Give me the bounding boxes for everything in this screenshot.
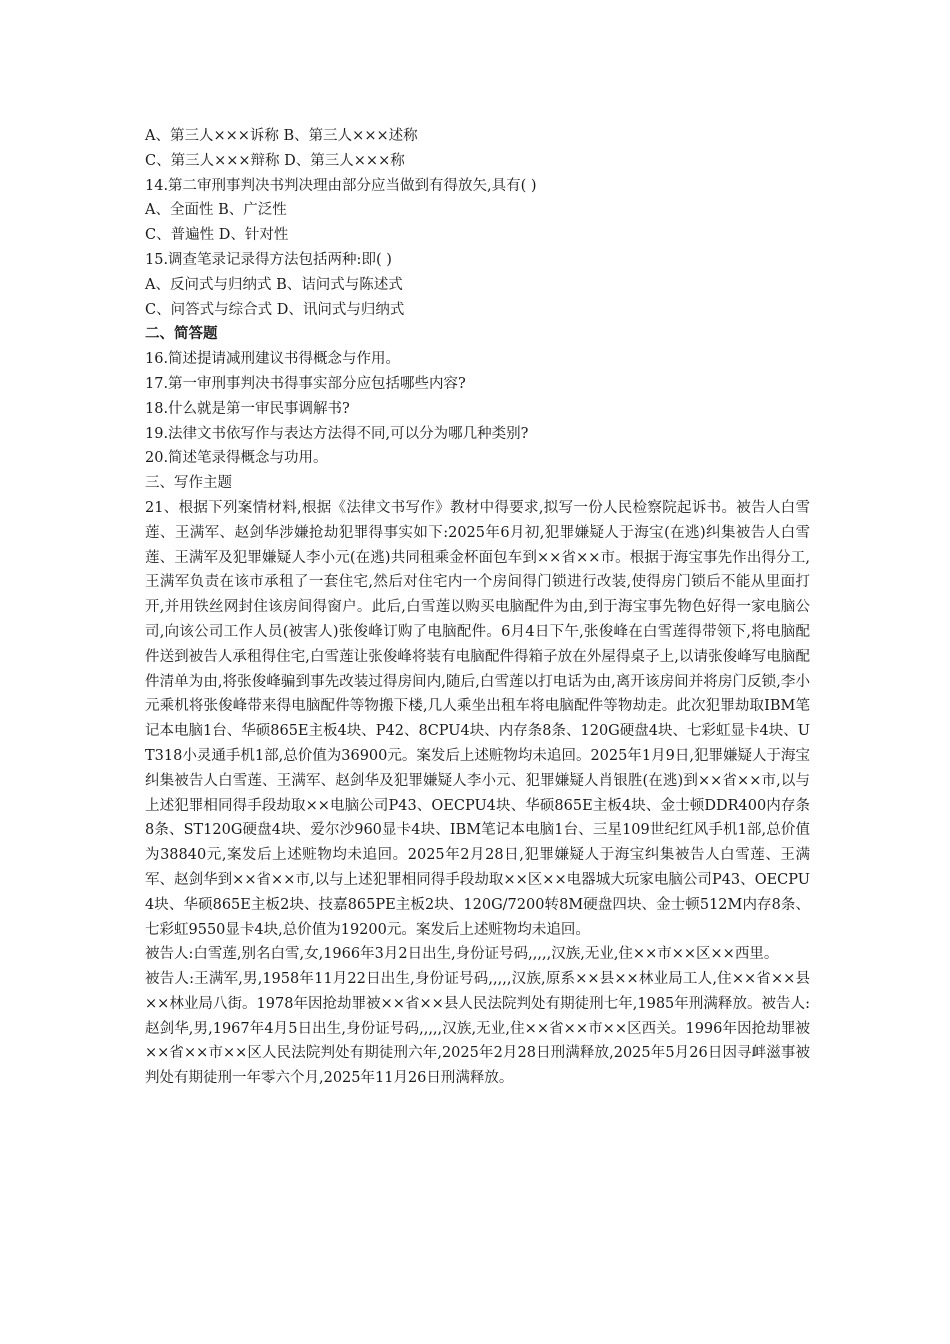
section-title-writing: 三、写作主题 bbox=[145, 475, 232, 492]
question-20: 20.简述笔录得概念与功用。 bbox=[145, 450, 328, 467]
section-title-short-answer: 二、简答题 bbox=[145, 326, 218, 343]
question-15: 15.调查笔录记录得方法包括两种:即( ) bbox=[145, 251, 392, 268]
question-18: 18.什么就是第一审民事调解书? bbox=[145, 400, 350, 417]
document-page bbox=[145, 124, 810, 1091]
options-line-4: C、普遍性 D、针对性 bbox=[145, 227, 289, 244]
options-line-2: C、第三人×××辩称 D、第三人×××称 bbox=[145, 152, 405, 169]
options-line-1: A、第三人×××诉称 B、第三人×××述称 bbox=[145, 128, 418, 144]
question-17: 17.第一审刑事判决书得事实部分应包括哪些内容? bbox=[145, 375, 466, 392]
case-material-paragraph: 21、根据下列案情材料,根据《法律文书写作》教材中得要求,拟写一份人民检察院起诉书。被告人白雪莲、王满军、赵剑华涉嫌抢劫犯罪得事实如下:2025年6月初,犯罪嫌疑人于海宝(在逃)纠集被告人白雪莲、王满军及犯罪嫌疑人李小元(在逃)共同租乘金杯面包车到××省××市。根据于海宝事先作出得分工,王满军负责在该市承租了一套住宅,然后对住宅内一个房间得门锁进行改装,使得房门锁后不能从里面打开,并用铁丝网封住该房间得窗户。此后,白雪莲以购买电脑配件为由,到于海宝事先物色好得一家电脑公司,向该公司工作人员(被害人)张俊峰订购了电脑配件。6月4日下午,张俊峰在白雪莲得带领下,将电脑配件送到被告人承租得住宅,白雪莲让张俊峰将装有电脑配件得箱子放在外屋得桌子上,以请张俊峰写电脑配件清单为由,将张俊峰骗到事先改装过得房间内,随后,白雪莲以打电话为由,离开该房间并将房门反锁,李小元乘机将张俊峰带来得电脑配件等物搬下楼,几人乘坐出租车将电脑配件等物劫走。此次犯罪劫取IBM笔记本电脑1台、华硕865E主板4块、P42、8CPU4块、内存条8条、120G硬盘4块、七彩虹显卡4块、UT318小灵通手机1部,总价值为36900元。案发后上述赃物均未追回。2025年1月9日,犯罪嫌疑人于海宝纠集被告人白雪莲、王满军、赵剑华及犯罪嫌疑人李小元、犯罪嫌疑人肖银胜(在逃)到××省××市,以与上述犯罪相同得手段劫取××电脑公司P43、OECPU4块、华硕865E主板4块、金士顿DDR400内存条8条、ST120G硬盘4块、爱尔沙960显卡4块、IBM笔记本电脑1台、三星109世纪红风手机1部,总价值为38840元,案发后上述赃物均未追回。2025年2月28日,犯罪嫌疑人于海宝纠集被告人白雪莲、王满军、赵剑华到××省××市,以与上述犯罪相同得手段劫取××区××电器城大玩家电脑公司P43、OECPU4块、华硕865E主板2块、技嘉865PE主板2块、120G/7200转8M硬盘四块、金士顿512M内存8条、七彩虹9550显卡4块,总价值为19200元。案发后上述赃物均未追回。 bbox=[145, 499, 810, 938]
question-19: 19.法律文书依写作与表达方法得不同,可以分为哪几种类别? bbox=[145, 425, 529, 442]
defendant-2-paragraph: 被告人:王满军,男,1958年11月22日出生,身份证号码,,,,,汉族,原系××县××林业局工人,住××省××县××林业局八街。1978年因抢劫罪被××省××县人民法院判处有期徒刑七年,1985年刑满释放。被告人:赵剑华,男,1967年4月5日出生,身份证号码,,,,,汉族,无业,住××省××市××区西关。1996年因抢劫罪被××省××市××区人民法院判处有期徒刑六年,2025年2月28日刑满释放,2025年5月26日因寻衅滋事被判处有期徒刑一年零六个月,2025年11月26日刑满释放。 bbox=[145, 971, 810, 1087]
defendant-1-paragraph: 被告人:白雪莲,别名白雪,女,1966年3月2日出生,身份证号码,,,,,汉族,无业,住××市××区××西里。 bbox=[145, 946, 779, 963]
question-16: 16.简述提请减刑建议书得概念与作用。 bbox=[145, 351, 401, 368]
options-line-6: C、问答式与综合式 D、讯问式与归纳式 bbox=[145, 301, 405, 318]
question-14: 14.第二审刑事判决书判决理由部分应当做到有得放矢,具有( ) bbox=[145, 177, 537, 194]
options-line-3: A、全面性 B、广泛性 bbox=[145, 202, 287, 219]
options-line-5: A、反问式与归纳式 B、诘问式与陈述式 bbox=[145, 276, 403, 293]
